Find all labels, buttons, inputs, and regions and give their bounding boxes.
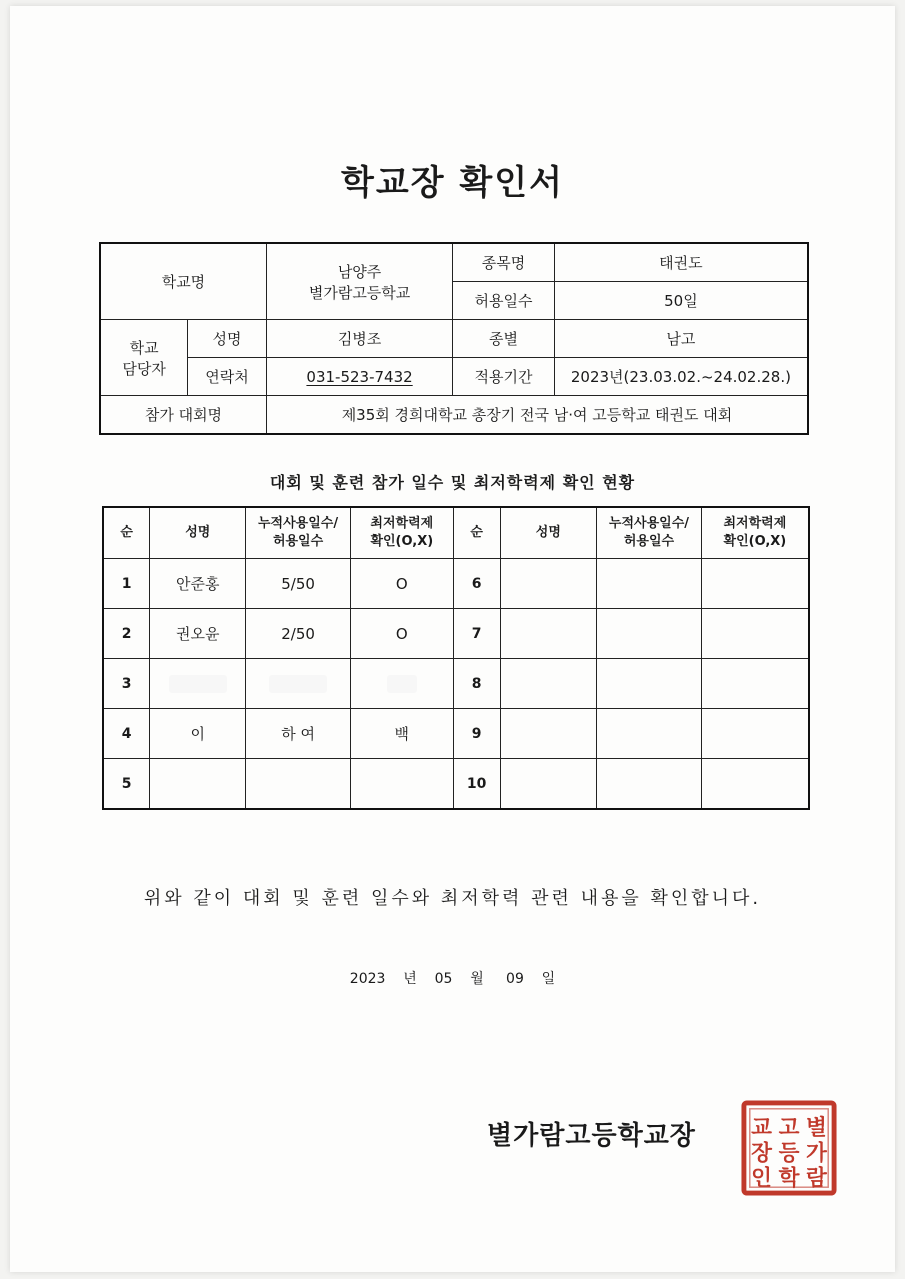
row-name: 안준홍 [150, 559, 246, 609]
svg-text:장: 장 [751, 1140, 772, 1166]
header-days: 누적사용일수/ 허용일수 [597, 507, 702, 559]
svg-text:학: 학 [778, 1166, 800, 1192]
participants-header-row [103, 507, 809, 559]
date-month: 05 [434, 971, 453, 987]
school-value: 남양주 별가람고등학교 [266, 243, 452, 320]
row-name [150, 759, 246, 810]
row-check [701, 709, 809, 759]
row-days [246, 759, 351, 810]
name-value: 김병조 [266, 320, 452, 358]
row-name-redacted [150, 659, 246, 709]
row-days: 하 여 [246, 709, 351, 759]
row-check: 백 [350, 709, 453, 759]
header-name: 성명 [150, 507, 246, 559]
date-day-unit: 일 [541, 971, 556, 987]
redaction-mark [169, 675, 227, 693]
row-no: 8 [453, 659, 500, 709]
header-name: 성명 [500, 507, 597, 559]
table-row [103, 709, 809, 759]
row-no: 3 [103, 659, 150, 709]
row-name [500, 559, 597, 609]
table-row [103, 559, 809, 609]
school-label: 학교명 [100, 243, 266, 320]
row-name [500, 709, 597, 759]
date-year: 2023 [349, 971, 386, 987]
header-check: 최저학력제 확인(O,X) [350, 507, 453, 559]
row-check [701, 559, 809, 609]
manager-label: 학교 담당자 [100, 320, 188, 396]
row-no: 5 [103, 759, 150, 810]
allowed-days-label: 허용일수 [453, 282, 555, 320]
type-value: 남고 [554, 320, 808, 358]
type-label: 종별 [453, 320, 555, 358]
svg-text:인: 인 [751, 1166, 772, 1192]
row-name: 이 [150, 709, 246, 759]
svg-text:가: 가 [806, 1140, 827, 1166]
row-no: 10 [453, 759, 500, 810]
event-label: 참가 대회명 [100, 396, 266, 435]
row-name: 권오윤 [150, 609, 246, 659]
row-check [350, 759, 453, 810]
header-check: 최저학력제 확인(O,X) [701, 507, 809, 559]
row-check: O [350, 609, 453, 659]
svg-text:별: 별 [806, 1115, 827, 1141]
date-month-unit: 월 [470, 971, 484, 987]
document-title: 학교장 확인서 [341, 163, 564, 203]
row-no: 1 [103, 559, 150, 609]
redaction-mark [387, 675, 417, 693]
section-subtitle: 대회 및 훈련 참가 일수 및 최저학력제 확인 현황 [269, 473, 636, 492]
header-no: 순 [103, 507, 150, 559]
row-no: 9 [453, 709, 500, 759]
svg-text:고: 고 [778, 1115, 800, 1141]
row-check: O [350, 559, 453, 609]
allowed-days-value: 50일 [554, 282, 808, 320]
row-no: 2 [103, 609, 150, 659]
row-check [701, 609, 809, 659]
row-name [500, 759, 597, 810]
sport-label: 종목명 [453, 243, 555, 282]
row-no: 7 [453, 609, 500, 659]
confirmation-statement: 위와 같이 대회 및 훈련 일수와 최저학력 관련 내용을 확인합니다. [143, 888, 762, 909]
header-no: 순 [453, 507, 500, 559]
row-name [500, 609, 597, 659]
row-days [597, 609, 702, 659]
svg-text:교: 교 [751, 1115, 772, 1141]
name-label: 성명 [188, 320, 267, 358]
header-days: 누적사용일수/ 허용일수 [246, 507, 351, 559]
row-days [597, 659, 702, 709]
row-check-redacted [350, 659, 453, 709]
row-days-redacted [246, 659, 351, 709]
row-days [597, 759, 702, 810]
row-no: 4 [103, 709, 150, 759]
contact-label: 연락처 [188, 358, 267, 396]
school-seal-stamp [740, 1099, 838, 1197]
row-name [500, 659, 597, 709]
contact-value: 031-523-7432 [266, 358, 452, 396]
period-value: 2023년(23.03.02.~24.02.28.) [554, 358, 808, 396]
table-row [103, 609, 809, 659]
row-days: 5/50 [246, 559, 351, 609]
sport-value: 태권도 [554, 243, 808, 282]
svg-text:등: 등 [778, 1140, 800, 1166]
row-no: 6 [453, 559, 500, 609]
table-row [103, 759, 809, 810]
participants-table [102, 506, 810, 810]
row-days [597, 709, 702, 759]
redaction-mark [269, 675, 327, 693]
row-check [701, 759, 809, 810]
table-row [103, 659, 809, 709]
row-days [597, 559, 702, 609]
event-value: 제35회 경희대학교 총장기 전국 남·여 고등학교 태권도 대회 [266, 396, 808, 435]
row-days: 2/50 [246, 609, 351, 659]
period-label: 적용기간 [453, 358, 555, 396]
date-day: 09 [506, 971, 524, 987]
date-year-unit: 년 [403, 971, 417, 987]
row-check [701, 659, 809, 709]
signatory-name: 별가람고등학교장 [487, 1121, 696, 1151]
document-date [0, 968, 905, 988]
svg-text:람: 람 [806, 1166, 827, 1192]
school-info-table [99, 242, 809, 435]
